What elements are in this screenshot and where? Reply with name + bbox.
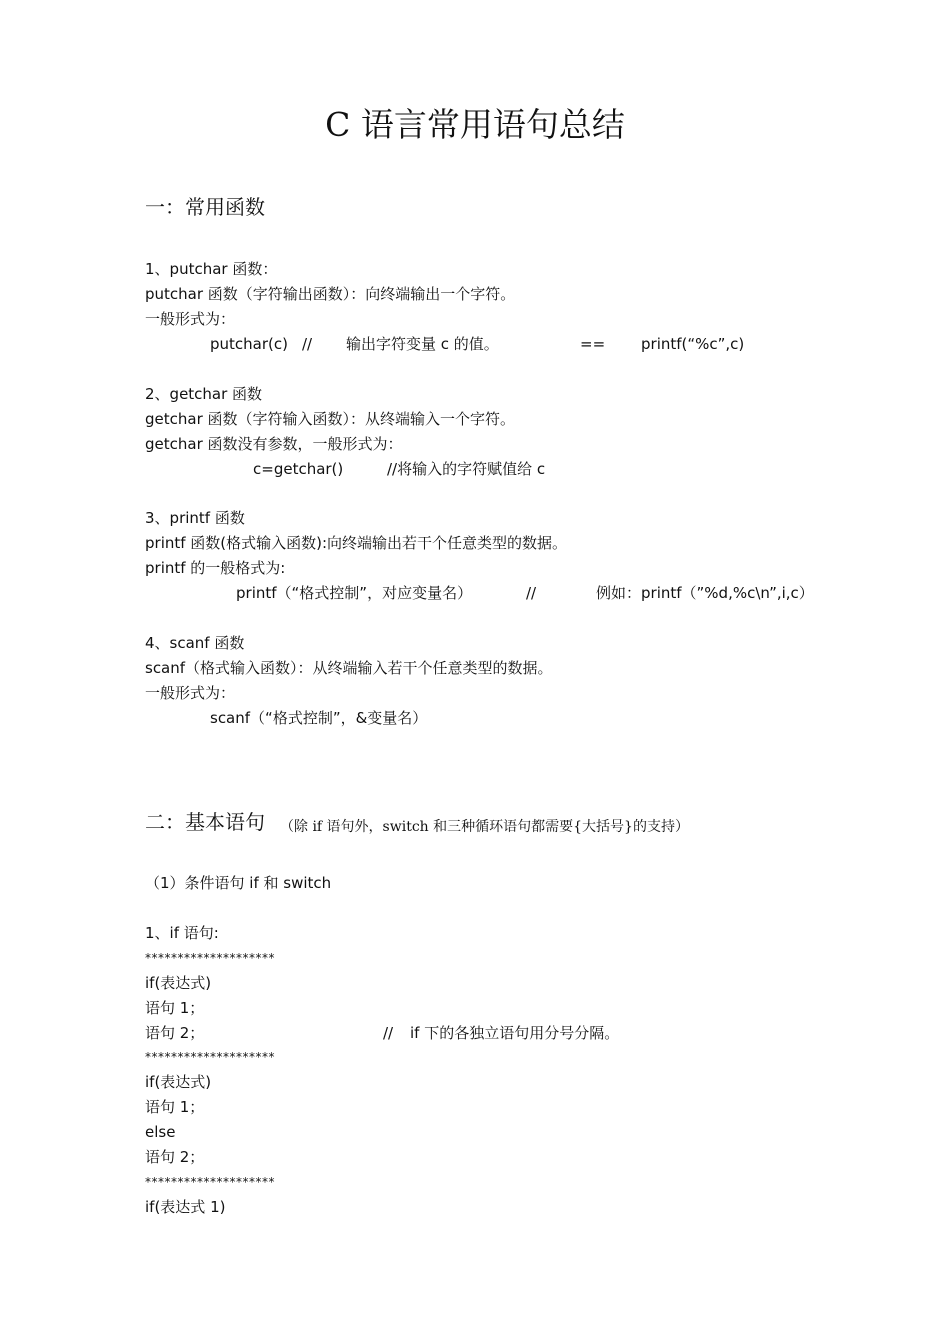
printf-example: 例如：printf（”%d,%c\n”,i,c） <box>596 584 814 602</box>
if-line: if(表达式) <box>145 1073 212 1091</box>
statement-line: 语句 2； <box>145 1024 205 1042</box>
section1-heading: 一：常用函数 <box>145 195 265 219</box>
page-title: C 语言常用语句总结 <box>325 105 625 144</box>
getchar-comment: //将输入的字符赋值给 c <box>387 460 546 478</box>
getchar-code: c=getchar() <box>253 460 344 478</box>
printf-heading: 3、printf 函数 <box>145 509 245 527</box>
scanf-code: scanf（“格式控制”，&变量名） <box>210 709 428 727</box>
getchar-form-label: getchar 函数没有参数，一般形式为： <box>145 435 403 453</box>
separator-stars: ******************** <box>145 951 275 965</box>
statement-line: 语句 2； <box>145 1148 205 1166</box>
statement-line: 语句 1； <box>145 1098 205 1116</box>
if-comment-slash: // <box>383 1024 394 1042</box>
scanf-form-label: 一般形式为： <box>145 684 236 702</box>
putchar-code: putchar(c) <box>210 335 288 353</box>
putchar-equivalent: printf(“%c”,c) <box>641 335 745 353</box>
section2-heading: 二：基本语句 <box>145 810 265 834</box>
getchar-heading: 2、getchar 函数 <box>145 385 263 403</box>
putchar-comment-slash: // <box>302 335 313 353</box>
section2-note: （除 if 语句外，switch 和三种循环语句都需要{大括号}的支持） <box>280 819 689 835</box>
putchar-comment: 输出字符变量 c 的值。 <box>346 335 499 353</box>
if-comment: if 下的各独立语句用分号分隔。 <box>410 1024 620 1042</box>
separator-stars: ******************** <box>145 1175 275 1189</box>
scanf-heading: 4、scanf 函数 <box>145 634 245 652</box>
putchar-equals: == <box>580 335 606 353</box>
if-line: if(表达式 1) <box>145 1198 226 1216</box>
printf-form-label: printf 的一般格式为: <box>145 559 286 577</box>
putchar-form-label: 一般形式为： <box>145 310 236 328</box>
conditional-subheading: （1）条件语句 if 和 switch <box>145 874 332 892</box>
getchar-description: getchar 函数（字符输入函数）：从终端输入一个字符。 <box>145 410 516 428</box>
separator-stars: ******************** <box>145 1050 275 1064</box>
putchar-heading: 1、putchar 函数： <box>145 260 278 278</box>
statement-line: 语句 1； <box>145 999 205 1017</box>
printf-description: printf 函数(格式输入函数):向终端输出若干个任意类型的数据。 <box>145 534 568 552</box>
if-heading: 1、if 语句: <box>145 924 219 942</box>
else-line: else <box>145 1123 176 1141</box>
printf-comment-slash: // <box>526 584 537 602</box>
printf-code: printf（“格式控制”，对应变量名） <box>236 584 473 602</box>
scanf-description: scanf（格式输入函数）：从终端输入若干个任意类型的数据。 <box>145 659 553 677</box>
if-line: if(表达式) <box>145 974 212 992</box>
putchar-description: putchar 函数（字符输出函数）：向终端输出一个字符。 <box>145 285 516 303</box>
